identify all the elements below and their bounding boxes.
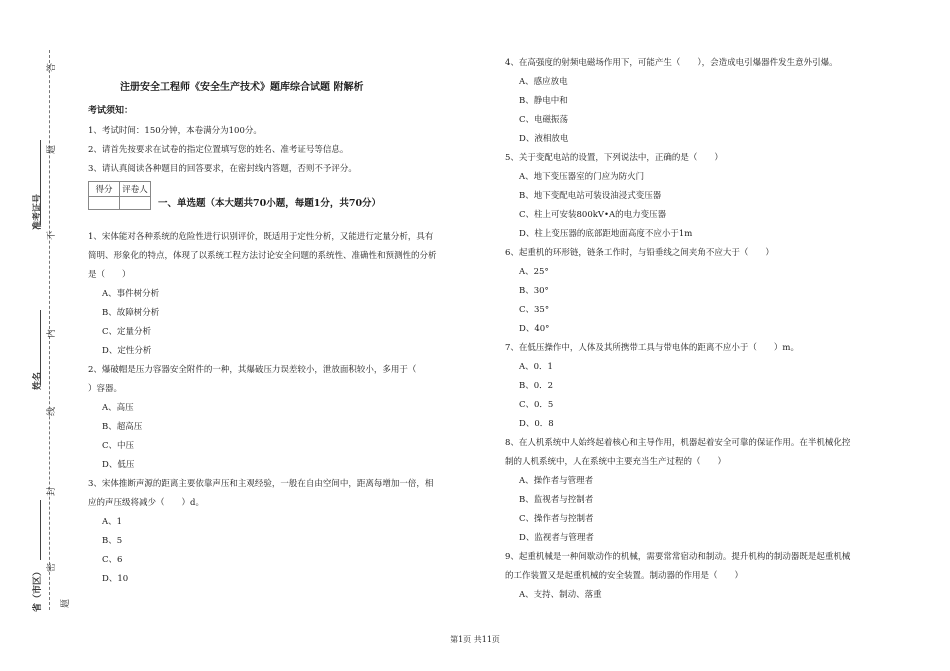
option: B、30° [519,286,549,296]
option: A、25° [519,267,549,277]
seal-char: 题 [47,144,57,154]
question-line: ）容器。 [88,384,123,394]
seal-char: 不 [47,230,57,240]
option: B、监视者与控制者 [519,495,594,505]
option: A、支持、制动、落重 [519,590,602,600]
name-field [40,310,41,385]
option: B、超高压 [102,422,143,432]
option: D、低压 [102,460,135,470]
question-line: 制的人机系统中，人在系统中主要充当生产过程的（ ） [505,457,727,467]
question [505,149,915,244]
option: C、定量分析 [102,327,152,337]
option: D、液相放电 [519,134,569,144]
question-line: 4、在高强度的射频电磁场作用下，可能产生（ ），会造成电引爆器件发生意外引爆。 [505,58,838,68]
question-line: 简明、形象化的特点，体现了以系统工程方法讨论安全问题的系统性、准确性和预测性的分析 [88,251,437,261]
seal-char: 答 [47,62,57,72]
option: A、地下变压器室的门应为防火门 [519,172,645,182]
question-line: 2、爆破帽是压力容器安全附件的一种，其爆破压力误差较小，泄放面积较小，多用于（ [88,365,417,375]
score-table [88,181,151,210]
left-column [88,228,488,589]
question [88,228,488,361]
score-cell [89,197,120,210]
question-line: 6、起重机的环形链，链条工作时，与铅垂线之间夹角不应大于（ ） [505,248,774,258]
question [505,434,915,548]
option: D、监视者与管理者 [519,533,594,543]
province-field [40,500,41,560]
question-line: 1、宋体能对各种系统的危险性进行识别评价，既适用于定性分析，又能进行定量分析，具有 [88,232,434,242]
seal-char: 封 [47,486,57,496]
exam-id-label: 准考证号 [33,193,43,230]
option: A、0．1 [519,362,553,372]
question-line: 7、在低压操作中，人体及其所携带工具与带电体的距离不应小于（ ）m。 [505,343,799,353]
option: D、定性分析 [102,346,152,356]
question-line: 5、关于变配电站的设置，下列说法中，正确的是（ ） [505,153,723,163]
option: B、0．2 [519,381,554,391]
option: C、柱上可安装800kV•A的电力变压器 [519,210,667,220]
question-line: 9、起重机械是一种间歇动作的机械，需要常常宿动和制动。提升机构的制动器既是起重机械 [505,552,851,562]
question-line: 的工作装置又是起重机械的安全装置。制动器的作用是（ ） [505,571,744,581]
question [505,244,915,339]
question-line: 应的声压级将减少（ ）d。 [88,498,204,508]
question [505,54,915,149]
grader-cell [120,197,151,210]
name-label: 姓名 [33,371,43,390]
option: A、事件树分析 [102,289,160,299]
option: D、40° [519,324,550,334]
option: C、电磁振荡 [519,115,569,125]
option: C、6 [102,555,123,565]
binding-margin [0,0,71,671]
option: A、操作者与管理者 [519,476,594,486]
option: B、5 [102,536,123,546]
page-footer: 第1页 共11页 [450,635,500,644]
exam-id-field [40,140,41,225]
option: C、0．5 [519,400,554,410]
option: B、静电中和 [519,96,568,106]
option: A、1 [102,517,123,527]
grader-label: 评卷人 [120,182,151,197]
option: B、故障树分析 [102,308,160,318]
option: A、高压 [102,403,134,413]
option: B、地下变配电站可装设油浸式变压器 [519,191,662,201]
question [505,548,915,605]
margin-bottom-char: 题 [61,598,71,608]
notice-heading: 考试须知： [88,106,134,116]
option: C、中压 [102,441,135,451]
notice-item: 3、请认真阅读各种题目的回答要求，在密封线内答题，否则不予评分。 [88,164,357,174]
province-label: 省（市区） [33,566,43,612]
option: C、操作者与控制者 [519,514,594,524]
question-line: 8、在人机系统中人始终起着核心和主导作用，机器起着安全可靠的保证作用。在半机械化控 [505,438,851,448]
section-title: 一、单选题（本大题共70小题，每题1分，共70分） [158,198,382,209]
right-column [505,54,915,605]
option: D、柱上变压器的底部距地面高度不应小于1m [519,229,693,239]
option: C、35° [519,305,550,315]
seal-char: 密 [47,562,57,572]
question-line: 是（ ） [88,270,131,280]
option: D、0．8 [519,419,554,429]
seal-char: 线 [47,406,57,416]
option: D、10 [102,574,129,584]
notice-item: 2、请首先按要求在试卷的指定位置填写您的姓名、准考证号等信息。 [88,145,349,155]
question [88,361,488,475]
page-title: 注册安全工程师《安全生产技术》题库综合试题 附解析 [120,82,364,93]
score-label: 得分 [89,182,120,197]
question-line: 3、宋体推断声源的距离主要依靠声压和主观经验，一般在自由空间中，距离每增加一倍，相 [88,479,434,489]
seal-char: 内 [47,328,57,338]
question [88,475,488,589]
question [505,339,915,434]
option: A、感应放电 [519,77,568,87]
notice-item: 1、考试时间：150分钟，本卷满分为100分。 [88,126,262,136]
